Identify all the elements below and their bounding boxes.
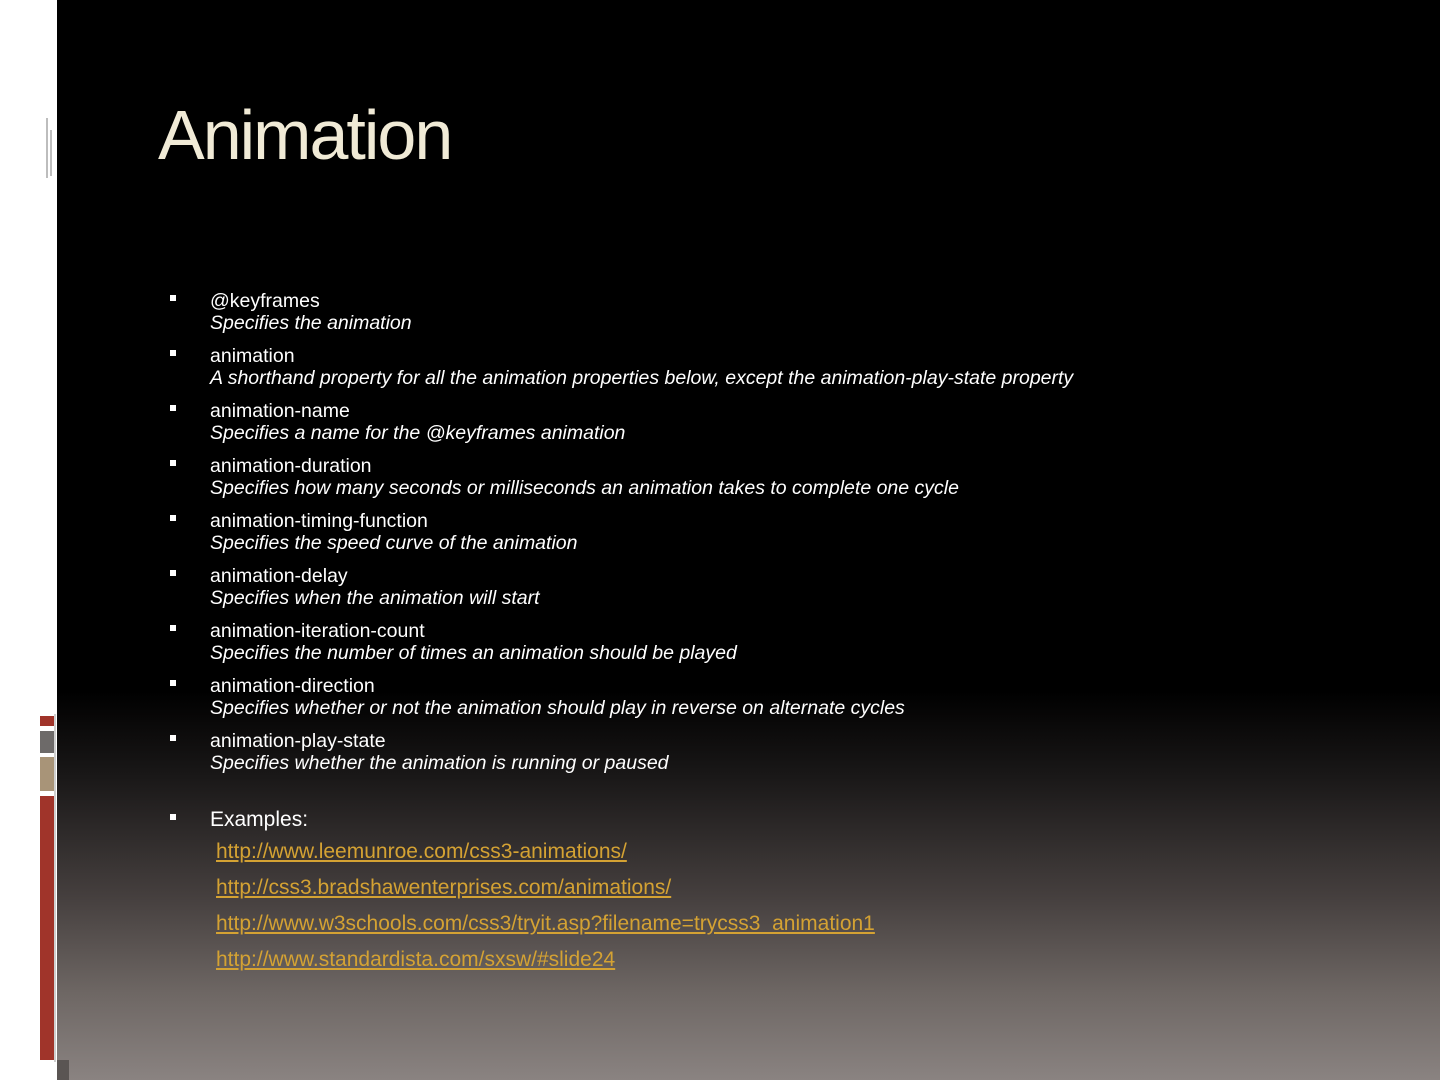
deco-block-tan	[40, 757, 54, 791]
examples-section	[168, 807, 1318, 833]
list-item	[168, 620, 1318, 664]
deco-bottom-strip	[57, 1060, 69, 1080]
example-link-bradshaw[interactable]: http://css3.bradshawenterprises.com/animations/	[216, 876, 672, 899]
list-item	[168, 400, 1318, 444]
definition-list	[168, 290, 1318, 983]
item-desc: Specifies whether or not the animation should play in reverse on alternate cycles	[210, 697, 905, 719]
item-desc: Specifies the number of times an animation should be played	[210, 642, 737, 664]
example-links	[168, 839, 1318, 973]
deco-line-upper-2	[50, 130, 52, 176]
item-term: @keyframes	[210, 290, 320, 312]
bullet-icon	[170, 405, 176, 411]
list-item	[168, 290, 1318, 334]
deco-block-red-small	[40, 716, 54, 726]
item-term: animation-name	[210, 400, 350, 422]
example-link-leemunroe[interactable]: http://www.leemunroe.com/css3-animations/	[216, 840, 627, 863]
item-desc: Specifies whether the animation is running or paused	[210, 752, 669, 774]
item-desc: Specifies a name for the @keyframes animation	[210, 422, 626, 444]
deco-line-upper	[46, 118, 48, 178]
bullet-icon	[170, 735, 176, 741]
bullet-icon	[170, 680, 176, 686]
item-desc: A shorthand property for all the animation properties below, except the animation-play-state property	[210, 367, 1074, 389]
item-term: animation-direction	[210, 675, 375, 697]
examples-label: Examples:	[210, 808, 309, 831]
deco-block-gray	[40, 731, 54, 753]
item-desc: Specifies when the animation will start	[210, 587, 540, 609]
deco-block-red-tall	[40, 796, 54, 1060]
bullet-icon	[170, 515, 176, 521]
item-term: animation-duration	[210, 455, 372, 477]
bullet-icon	[170, 350, 176, 356]
item-desc: Specifies the animation	[210, 312, 412, 334]
item-term: animation-delay	[210, 565, 348, 587]
page-title: Animation	[158, 96, 452, 174]
list-item	[168, 565, 1318, 609]
item-desc: Specifies the speed curve of the animation	[210, 532, 578, 554]
list-item	[168, 345, 1318, 389]
item-term: animation-iteration-count	[210, 620, 425, 642]
bullet-icon	[170, 460, 176, 466]
item-term: animation-play-state	[210, 730, 386, 752]
list-item	[168, 675, 1318, 719]
bullet-icon	[170, 295, 176, 301]
list-item	[168, 455, 1318, 499]
item-desc: Specifies how many seconds or milliseconds an animation takes to complete one cycle	[210, 477, 959, 499]
bullet-icon	[170, 625, 176, 631]
example-link-standardista[interactable]: http://www.standardista.com/sxsw/#slide24	[216, 948, 616, 971]
example-link-w3schools[interactable]: http://www.w3schools.com/css3/tryit.asp?filename=trycss3_animation1	[216, 912, 875, 935]
deco-line-lower	[54, 714, 56, 1062]
item-term: animation-timing-function	[210, 510, 428, 532]
item-term: animation	[210, 345, 295, 367]
bullet-icon	[170, 814, 176, 820]
bullet-icon	[170, 570, 176, 576]
list-item	[168, 510, 1318, 554]
list-item	[168, 730, 1318, 774]
